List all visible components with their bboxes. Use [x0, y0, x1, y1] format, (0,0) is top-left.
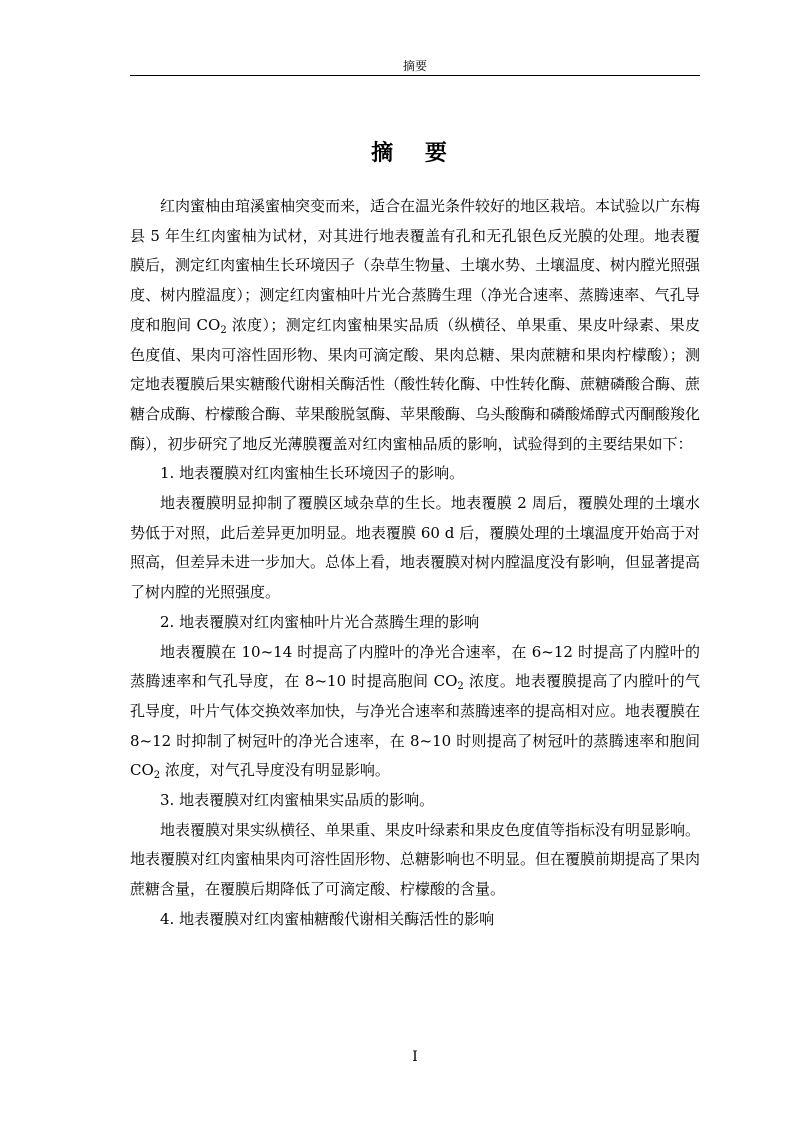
section-body-3: 地表覆膜对果实纵横径、单果重、果皮叶绿素和果皮色度值等指标没有明显影响。地表覆膜对红肉蜜柚果肉可溶性固形物、总糖影响也不明显。但在覆膜前期提高了果肉蔗糖含量，在覆膜后期降低了可滴定酸、柠檬酸的含量。 — [130, 820, 701, 899]
running-header: 摘要 — [402, 59, 427, 73]
section-heading-1: 1. 地表覆膜对红肉蜜柚生长环境因子的影响。 — [160, 464, 465, 483]
intro-text-2: 浓度）；测定红肉蜜柚果实品质（纵横径、单果重、果皮叶绿素、果皮色度值、果肉可溶性固形物、果肉可滴定酸、果肉总糖、果肉蔗糖和果肉柠檬酸）；测定地表覆膜后果实糖酸代谢相关酶活性（酸性转化酶、中性转化酶、蔗糖磷酸合酶、蔗糖合成酶、柠檬酸合酶、苹果酸脱氢酶、苹果酸酶、乌头酸酶和磷酸烯醇式丙酮酸羧化酶），初步研究了地反光薄膜覆盖对红肉蜜柚品质的影响，试验得到的主要结果如下： — [130, 315, 701, 453]
co2-subscript: 2 — [220, 324, 227, 336]
co2-subscript: 2 — [457, 681, 464, 693]
section-body-2-text-2: 浓度。地表覆膜提高了内膛叶的气孔导度，叶片气体交换效率加快，与净光合速率和蒸腾速率的提高相对应。地表覆膜在 8~12 时抑制了树冠叶的净光合速率，在 8~10 时则提高了树冠叶的蒸腾速率和胞间 CO — [130, 672, 701, 780]
section-heading-2: 2. 地表覆膜对红肉蜜柚叶片光合蒸腾生理的影响 — [160, 612, 480, 631]
section-body-2-text-3: 浓度，对气孔导度没有明显影响。 — [160, 761, 390, 780]
page-title: 摘 要 — [371, 141, 459, 166]
header-rule — [130, 75, 700, 76]
section-body-2 — [130, 638, 700, 787]
section-body-1: 地表覆膜明显抑制了覆膜区域杂草的生长。地表覆膜 2 周后，覆膜处理的土壤水势低于对照，此后差异更加明显。地表覆膜 60 d 后，覆膜处理的土壤温度开始高于对照高，但差异未进一步加大。总体上看，地表覆膜对树内膛温度没有影响，但显著提高了树内膛的光照强度。 — [130, 494, 701, 602]
page-number: I — [412, 1049, 418, 1065]
section-heading-3: 3. 地表覆膜对红肉蜜柚果实品质的影响。 — [160, 791, 435, 810]
intro-paragraph — [130, 192, 700, 459]
section-body-2-text-1: 地表覆膜在 10~14 时提高了内膛叶的净光合速率，在 6~12 时提高了内膛叶的蒸腾速率和气孔导度，在 8~10 时提高胞间 CO — [130, 642, 700, 691]
section-heading-4: 4. 地表覆膜对红肉蜜柚糖酸代谢相关酶活性的影响 — [160, 909, 495, 928]
intro-text-1: 红肉蜜柚由琯溪蜜柚突变而来，适合在温光条件较好的地区栽培。本试验以广东梅县 5 年生红肉蜜柚为试材，对其进行地表覆盖有孔和无孔银色反光膜的处理。地表覆膜后，测定红肉蜜柚生长环境因子（杂草生物量、土壤水势、土壤温度、树内膛光照强度、树内膛温度）；测定红肉蜜柚叶片光合蒸腾生理（净光合速率、蒸腾速率、气孔导度和胞间 CO — [130, 197, 701, 334]
co2-subscript: 2 — [153, 770, 161, 782]
abstract-body — [130, 192, 700, 935]
